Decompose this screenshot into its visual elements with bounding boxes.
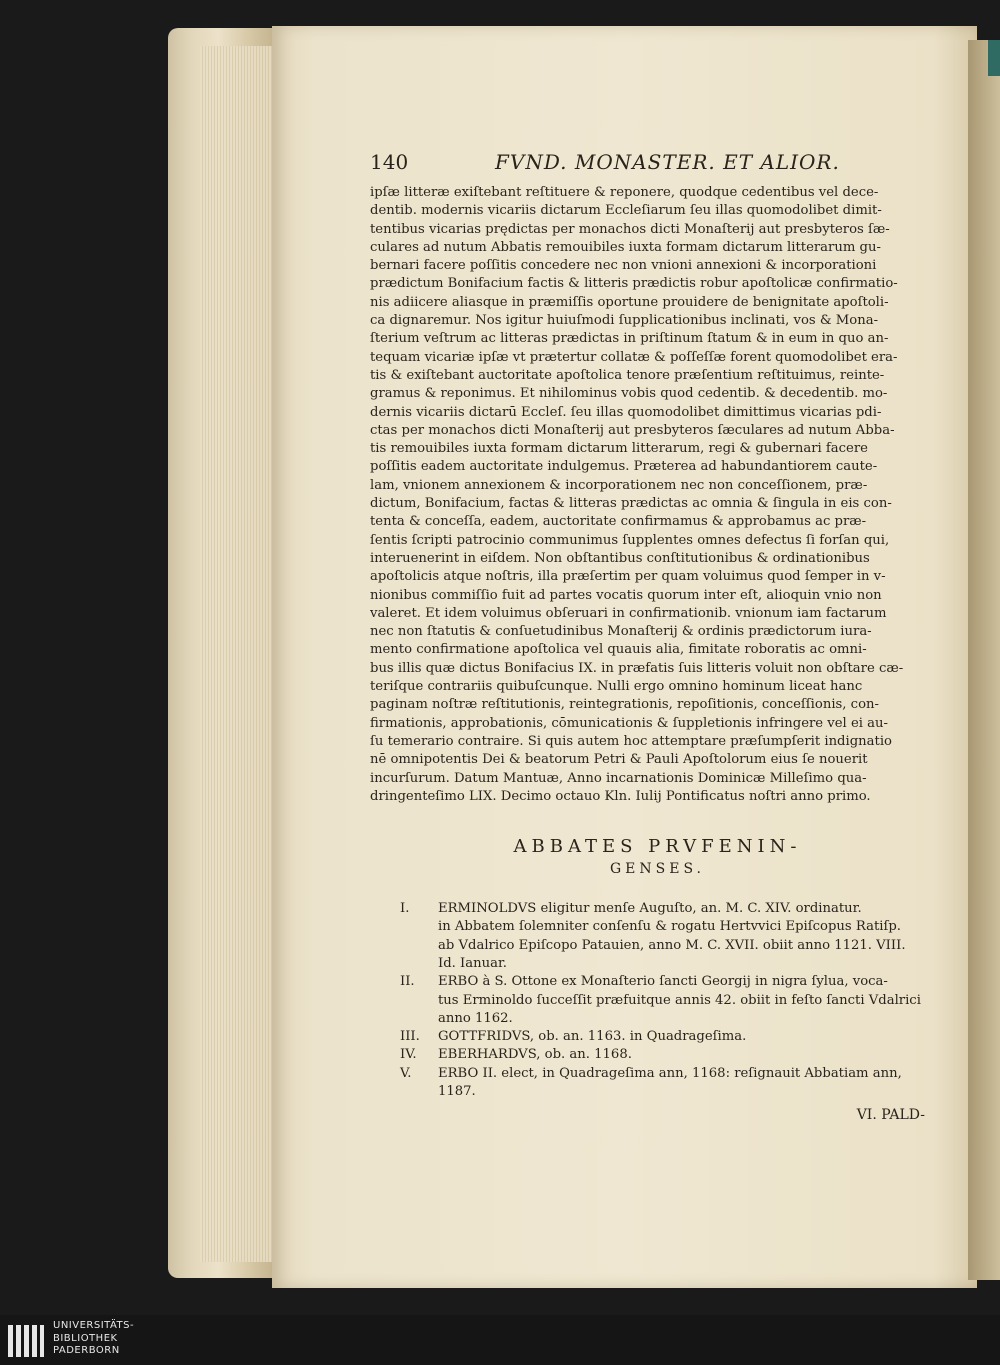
text-line: dentib. modernis vicariis dictarum Eccleſiarum ſeu illas quomodolibet dimit- — [370, 203, 882, 219]
page-number: 140 — [370, 150, 409, 174]
text-line: ipſæ litteræ exiſtebant reſtituere & reponere, quodque cedentibus vel dece- — [370, 185, 879, 200]
page-content — [370, 150, 945, 1124]
text-line: lam, vnionem annexionem & incorporationem nec non conceſſionem, præ- — [370, 477, 868, 493]
library-logo-bar — [0, 1315, 1000, 1365]
text-line: nionibus commiſſio fuit ad partes vocatis quorum inter eſt, alioquin vnio non — [370, 587, 882, 603]
section-heading-line1: ABBATES PRVFENIN- — [513, 836, 802, 858]
abbot-number: IV. — [400, 1047, 417, 1063]
text-line: nec non ſtatutis & conſuetudinibus Monaſterij & ordinis prædictorum iura- — [370, 624, 872, 640]
text-line: tis remouibiles iuxta formam dictarum litterarum, regi & gubernari facere — [370, 441, 868, 457]
text-line: tequam vicariæ ipſæ vt prætertur collatæ & poſſeſſæ forent quomodolibet era- — [370, 349, 898, 365]
abbot-text-line: 1187. — [438, 1084, 476, 1100]
text-line: apoſtolicis atque noſtris, illa præſertim per quam voluimus quod ſemper in v- — [370, 569, 886, 585]
abbot-entry — [370, 1046, 945, 1064]
text-line: paginam noſtræ reſtitutionis, reintegrationis, repoſitionis, conceſſionis, con- — [370, 697, 879, 713]
abbot-entry — [370, 973, 945, 1028]
abbot-text-line: anno 1162. — [438, 1010, 513, 1026]
library-logo-line1: UNIVERSITÄTS- — [53, 1320, 135, 1331]
text-line: valeret. Et idem voluimus obſeruari in confirmationib. vnionum iam factarum — [370, 605, 887, 621]
abbot-text-line: EBERHARDVS, ob. an. 1168. — [438, 1047, 632, 1063]
bookmark-tab — [988, 40, 1000, 76]
abbot-text-line: GOTTFRIDVS, ob. an. 1163. in Quadrageſima. — [438, 1029, 747, 1045]
abbot-text-line: Id. Ianuar. — [438, 955, 508, 971]
library-logo-icon — [6, 1321, 46, 1359]
abbot-entry — [370, 1065, 945, 1102]
abbot-text-line: ERBO II. elect, in Quadrageſima ann, 1168: reſignauit Abbatiam ann, — [438, 1065, 902, 1081]
abbot-text-line: in Abbatem ſolemniter conſenſu & rogatu Hertvvici Epiſcopus Ratiſp. — [438, 919, 901, 935]
catchword: VI. PALD- — [856, 1107, 925, 1124]
library-logo-line2: BIBLIOTHEK — [53, 1332, 118, 1344]
text-line: tenta & conceſſa, eadem, auctoritate confirmamus & approbamus ac præ- — [370, 514, 867, 530]
running-head — [370, 150, 945, 184]
abbot-number: III. — [400, 1029, 420, 1045]
text-line: tentibus vicarias prędictas per monachos dicti Monaſterij aut presbyteros ſæ- — [370, 221, 890, 237]
body-text — [370, 184, 945, 806]
text-line: mento confirmatione apoſtolica vel quauis alia, fimitate roboratis ac omni- — [370, 642, 867, 658]
text-line: ſentis ſcripti patrocinio communimus ſupplentes omnes defectus ſi forſan qui, — [370, 532, 890, 548]
text-line: bus illis quæ dictus Bonifacius IX. in præfatis ſuis litteris voluit non obſtare cæ- — [370, 660, 904, 676]
text-line: nis adiicere aliasque in præmiſſis oportune prouidere de benignitate apoſtoli- — [370, 294, 889, 310]
page-edges — [200, 46, 274, 1262]
abbot-number: I. — [400, 901, 410, 917]
section-heading-line2: GENSES. — [609, 861, 705, 878]
text-line: incurſurum. Datum Mantuæ, Anno incarnationis Dominicæ Milleſimo qua- — [370, 770, 867, 786]
text-line: ca dignaremur. Nos igitur huiuſmodi ſupplicationibus inclinati, vos & Mona- — [370, 313, 879, 329]
text-line: poſſitis eadem auctoritate indulgemus. Præterea ad habundantiorem caute- — [370, 459, 878, 475]
text-line: firmationis, approbationis, cōmunicationis & ſuppletionis infringere vel ei au- — [370, 715, 888, 731]
text-line: prædictum Bonifacium factis & litteris prædictis robur apoſtolicæ confirmatio- — [370, 276, 898, 292]
abbot-text-line: tus Erminoldo ſucceſſit præfuitque annis 42. obiit in feſto ſancti Vdalrici — [438, 992, 921, 1008]
section-heading — [370, 836, 945, 880]
abbot-entry — [370, 1028, 945, 1046]
abbot-text-line: ERMINOLDVS eligitur menſe Auguſto, an. M. C. XIV. ordinatur. — [438, 901, 862, 917]
text-line: dringenteſimo LIX. Decimo octauo Kln. Iulij Pontificatus noſtri anno primo. — [370, 788, 871, 804]
abbot-text-line: ERBO à S. Ottone ex Monaſterio ſancti Georgij in nigra ſylua, voca- — [438, 974, 888, 990]
abbot-number: V. — [400, 1065, 412, 1081]
text-line: ſu temerario contraire. Si quis autem hoc attemptare præſumpſerit indignatio — [370, 733, 892, 749]
text-line: ctas per monachos dicti Monaſterij aut presbyteros ſæculares ad nutum Abba- — [370, 422, 895, 438]
text-line: dictum, Bonifacium, factas & litteras prædictas ac omnia & ſingula in eis con- — [370, 496, 892, 512]
abbot-text-line: ab Vdalrico Epiſcopo Patauien, anno M. C. XVII. obiit anno 1121. VIII. — [438, 937, 906, 953]
text-line: ſterium veſtrum ac litteras prædictas in priſtinum ſtatum & in eum in quo an- — [370, 331, 889, 347]
text-line: nē omnipotentis Dei & beatorum Petri & Pauli Apoſtolorum eius ſe nouerit — [370, 752, 868, 768]
text-line: bernari facere poſſitis concedere nec non vnioni annexioni & incorporationi — [370, 258, 877, 274]
library-logo-text — [53, 1320, 134, 1358]
text-line: culares ad nutum Abbatis remouibiles iuxta formam dictarum litterarum gu- — [370, 239, 881, 255]
text-line: dernis vicariis dictarū Eccleſ. ſeu illas quomodolibet dimittimus vicarias pdi- — [370, 404, 882, 420]
running-title: FVND. MONASTER. ET ALIOR. — [495, 150, 840, 174]
abbot-list — [370, 900, 945, 1101]
abbot-number: II. — [400, 974, 415, 990]
text-line: teriſque contrariis quibuſcunque. Nulli ergo omnino hominum liceat hanc — [370, 679, 863, 695]
text-line: gramus & reponimus. Et nihilominus vobis quod cedentib. & decedentib. mo- — [370, 386, 888, 402]
library-logo-line3: PADERBORN — [53, 1345, 120, 1356]
next-page-edge — [968, 40, 1000, 1280]
abbot-entry — [370, 900, 945, 973]
text-line: interuenerint in eiſdem. Non obſtantibus conſtitutionibus & ordinationibus — [370, 550, 870, 566]
text-line: tis & exiſtebant auctoritate apoſtolica tenore præſentium reſtituimus, reinte- — [370, 367, 885, 383]
